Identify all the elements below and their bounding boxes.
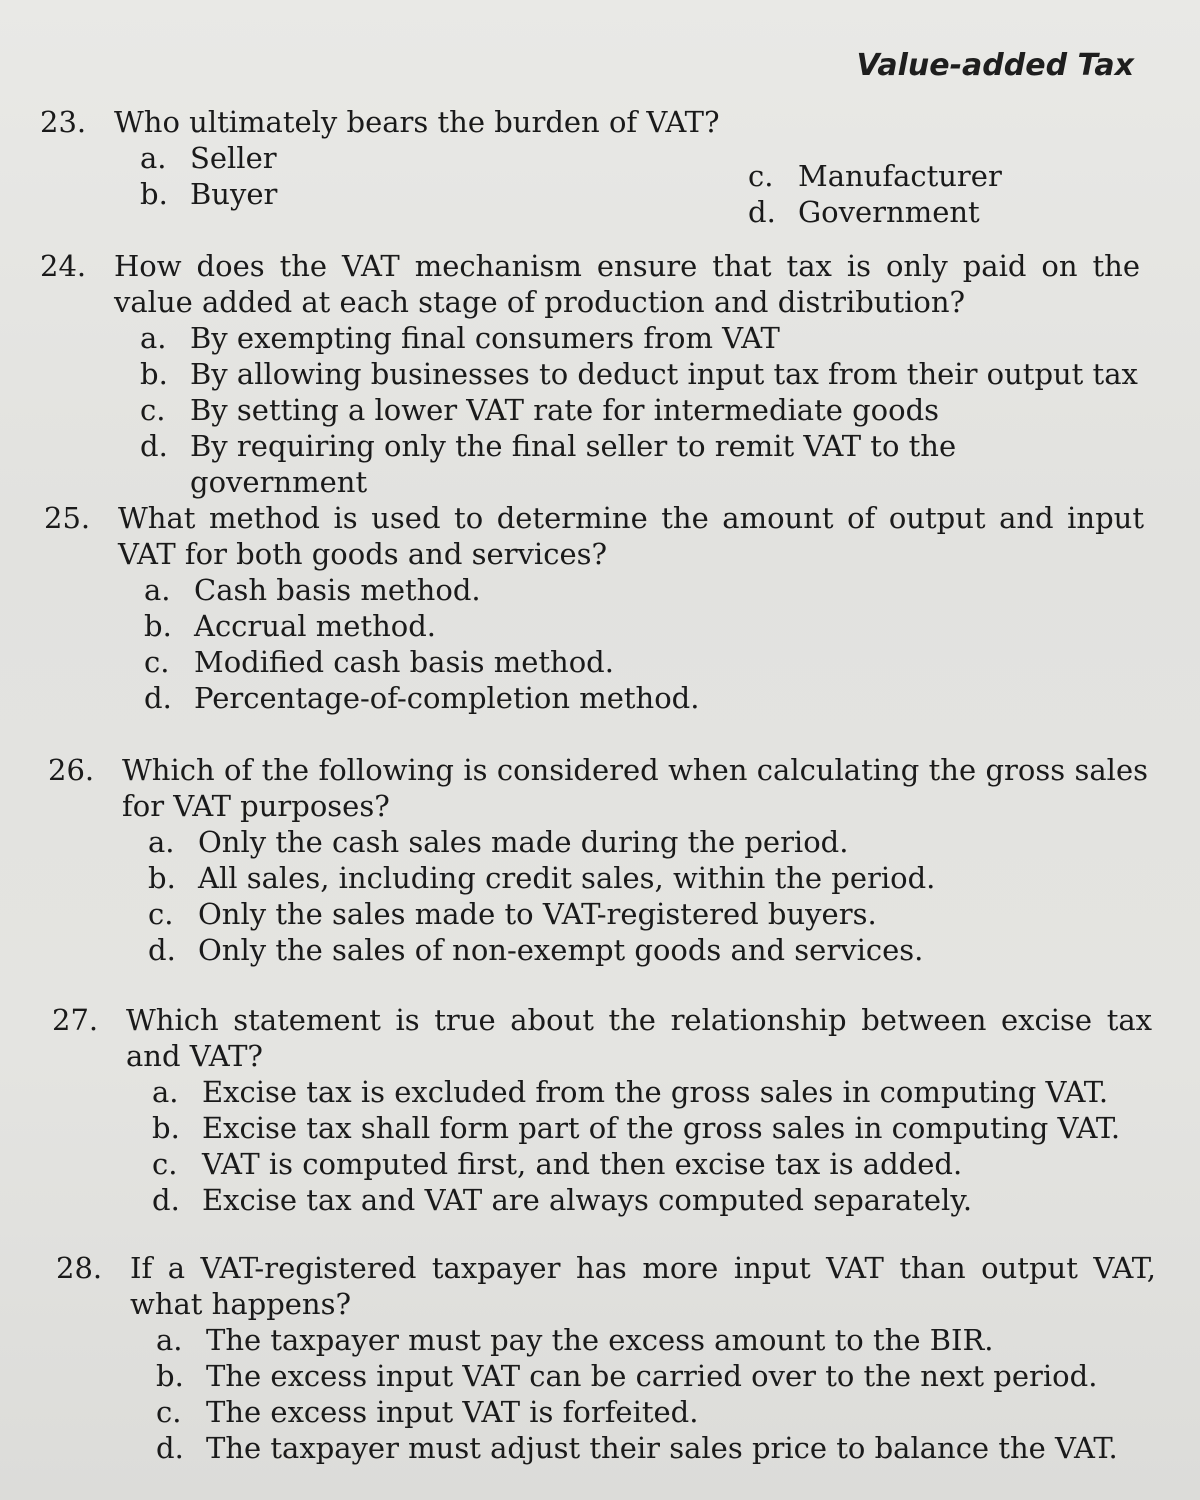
option-b [152,1110,1152,1146]
option-text: Government [798,195,980,229]
option-c [156,1394,1156,1430]
question-text: How does the VAT mechanism ensure that tax is only paid on the value added at each stage of production and distribution? [114,249,1140,319]
option-text: By allowing businesses to deduct input tax from their output tax [190,357,1138,391]
option-text: Excise tax and VAT are always computed separately. [202,1183,973,1217]
option-letter: c. [156,1395,182,1429]
question-24 [40,248,1140,499]
option-letter: a. [144,573,171,607]
option-letter: c. [748,159,774,193]
question-number: 27. [52,1003,99,1037]
option-text: Excise tax is excluded from the gross sales in computing VAT. [202,1075,1109,1109]
option-letter: a. [140,321,167,355]
option-d [156,1430,1156,1466]
options-list [140,320,1140,499]
option-text: Only the sales of non-exempt goods and services. [198,933,924,967]
option-text: Only the sales made to VAT-registered buyers. [198,897,877,931]
question-text: Which of the following is considered when calculating the gross sales for VAT purposes? [122,753,1148,823]
question-28 [56,1250,1156,1466]
option-c [140,392,1140,428]
option-letter: b. [144,609,172,643]
option-text: Buyer [190,177,278,211]
option-letter: a. [148,825,175,859]
option-letter: c. [140,393,166,427]
option-letter: d. [152,1183,180,1217]
option-text: Excise tax shall form part of the gross sales in computing VAT. [202,1111,1121,1145]
option-text: Seller [190,141,277,175]
option-letter: a. [140,141,167,175]
options-list [144,572,1144,716]
option-a [144,572,1144,608]
option-text: Modified cash basis method. [194,645,614,679]
option-b [144,608,1144,644]
question-26 [48,752,1148,968]
option-letter: d. [156,1431,184,1465]
option-letter: c. [144,645,170,679]
option-letter: d. [140,429,168,463]
option-text: The taxpayer must pay the excess amount to the BIR. [206,1323,994,1357]
option-letter: d. [148,933,176,967]
option-text: Manufacturer [798,159,1002,193]
option-c [748,158,1128,194]
option-d [144,680,1144,716]
option-d [140,428,1140,499]
question-text: What method is used to determine the amount of output and input VAT for both goods and services? [118,501,1144,571]
option-text: Accrual method. [194,609,436,643]
option-text: Only the cash sales made during the period. [198,825,849,859]
option-c [148,896,1148,932]
option-text: The excess input VAT can be carried over to the next period. [206,1359,1098,1393]
option-letter: d. [748,195,776,229]
option-b [140,176,520,212]
option-text: The excess input VAT is forfeited. [206,1395,699,1429]
question-number: 23. [40,105,87,139]
option-b [140,356,1140,392]
option-d [152,1182,1152,1218]
question-text: Who ultimately bears the burden of VAT? [114,105,720,139]
option-letter: c. [148,897,174,931]
option-text: VAT is computed first, and then excise tax is added. [202,1147,963,1181]
question-number: 24. [40,249,87,283]
option-c [152,1146,1152,1182]
option-d [748,194,1128,230]
page-header-title: Value-added Tax [856,48,1134,83]
option-a [156,1322,1156,1358]
option-a [140,320,1140,356]
question-27 [52,1002,1152,1218]
option-text: By exempting final consumers from VAT [190,321,780,355]
option-a [148,824,1148,860]
option-letter: a. [156,1323,183,1357]
options-list [152,1074,1152,1218]
option-c [144,644,1144,680]
option-letter: b. [152,1111,180,1145]
option-b [148,860,1148,896]
question-text: If a VAT-registered taxpayer has more input VAT than output VAT, what happens? [130,1251,1156,1321]
question-25 [44,500,1144,716]
option-letter: a. [152,1075,179,1109]
option-letter: b. [156,1359,184,1393]
question-number: 28. [56,1251,103,1285]
option-letter: d. [144,681,172,715]
options-list [156,1322,1156,1466]
options-list [40,140,1140,230]
option-d [148,932,1148,968]
option-letter: b. [140,357,168,391]
question-text: Which statement is true about the relationship between excise tax and VAT? [126,1003,1152,1073]
option-text: All sales, including credit sales, within the period. [198,861,936,895]
question-number: 26. [48,753,95,787]
option-text: By setting a lower VAT rate for intermediate goods [190,393,940,427]
question-23 [40,104,1140,230]
option-text: Percentage-of-completion method. [194,681,700,715]
option-b [156,1358,1156,1394]
option-letter: c. [152,1147,178,1181]
options-list [148,824,1148,968]
option-a [152,1074,1152,1110]
question-number: 25. [44,501,91,535]
option-text: By requiring only the final seller to remit VAT to the government [190,429,957,499]
option-letter: b. [148,861,176,895]
option-text: Cash basis method. [194,573,481,607]
option-a [140,140,520,176]
option-text: The taxpayer must adjust their sales price to balance the VAT. [206,1431,1118,1465]
option-letter: b. [140,177,168,211]
